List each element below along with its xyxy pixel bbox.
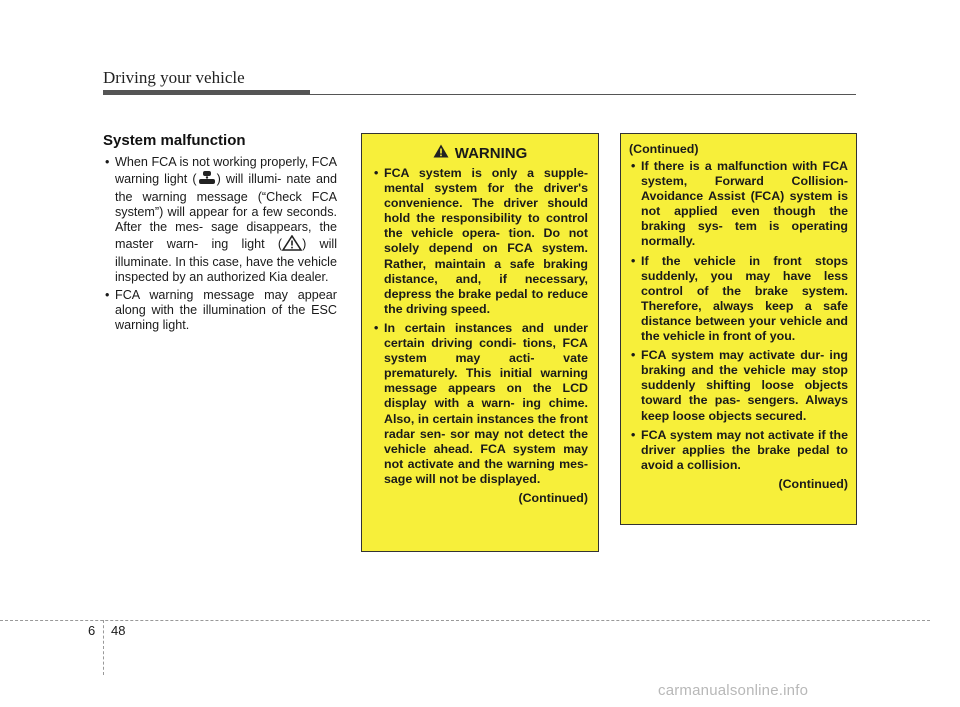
fca-warning-light-icon — [197, 170, 217, 190]
list-item — [103, 155, 337, 285]
chapter-number: 6 — [88, 623, 96, 638]
warning-box — [361, 133, 599, 552]
list-item: • FCA warning message may appear along with the illumination of the ESC warning light. — [103, 288, 337, 333]
header-rule — [103, 94, 856, 95]
watermark-text: carmanualsonline.info — [658, 682, 809, 699]
master-warning-light-icon — [282, 235, 302, 255]
bullet-text: When FCA is not working properly, FCA warning light ( — [115, 155, 337, 186]
warning-continued-box — [620, 133, 857, 525]
bullet-text: ) will illuminate. In this case, have the vehicle inspected by an authorized Kia dealer. — [115, 237, 338, 284]
page-header-title: Driving your vehicle — [103, 68, 245, 87]
system-malfunction-section — [103, 132, 337, 336]
page-number: 48 — [111, 623, 126, 638]
footer-rule — [0, 620, 930, 621]
list-item: • FCA system may not activate if the driver applies the brake pedal to avoid a collision. — [629, 428, 848, 473]
continued-label-bottom: (Continued) — [778, 476, 848, 491]
continued-label: (Continued) — [518, 490, 588, 505]
continued-label-top: (Continued) — [629, 142, 699, 156]
section-title: System malfunction — [103, 132, 246, 149]
list-item: • In certain instances and under certain driving condi- tions, FCA system may acti- vate prematurely. This initial warning message appears on the LCD display with a warn- ing chime. Also, in certain instances the front radar sen- sor may not detect the vehicle ahead. FCA system may not activate and the warning mes- sage will not be displayed. — [372, 321, 588, 487]
bullet-text: ) will illumi- nate and the warning message (“Check FCA system”) will appear for a few seconds. After the mes- sage disappears, the master warn- ing light ( — [115, 172, 337, 251]
list-item: • If there is a malfunction with FCA system, Forward Collision-Avoidance Assist (FCA) system is not applied even though the braking sys- tem is operating normally. — [629, 159, 848, 250]
list-item: • If the vehicle in front stops suddenly, you may have less control of the brake system. Therefore, always keep a safe distance between your vehicle and the vehicle in front of you. — [629, 254, 848, 345]
malfunction-bullets — [103, 155, 337, 333]
list-item: • FCA system is only a supple- mental system for the driver's convenience. The driver should hold the responsibility to control the vehicle opera- tion. Do not solely depend on FCA system. Rather, maintain a safe braking distance, and, if necessary, depress the brake pedal to reduce the driving speed. — [372, 166, 588, 317]
list-item: • FCA system may activate dur- ing braking and the vehicle may stop suddenly shifting loose objects toward the pas- sengers. Always keep loose objects secured. — [629, 348, 848, 423]
warning-heading — [372, 144, 588, 162]
warning-list — [372, 166, 588, 487]
footer-divider — [103, 620, 104, 675]
warning-triangle-icon — [433, 144, 449, 162]
warning-heading-text: WARNING — [454, 144, 528, 162]
continued-list — [629, 159, 848, 473]
